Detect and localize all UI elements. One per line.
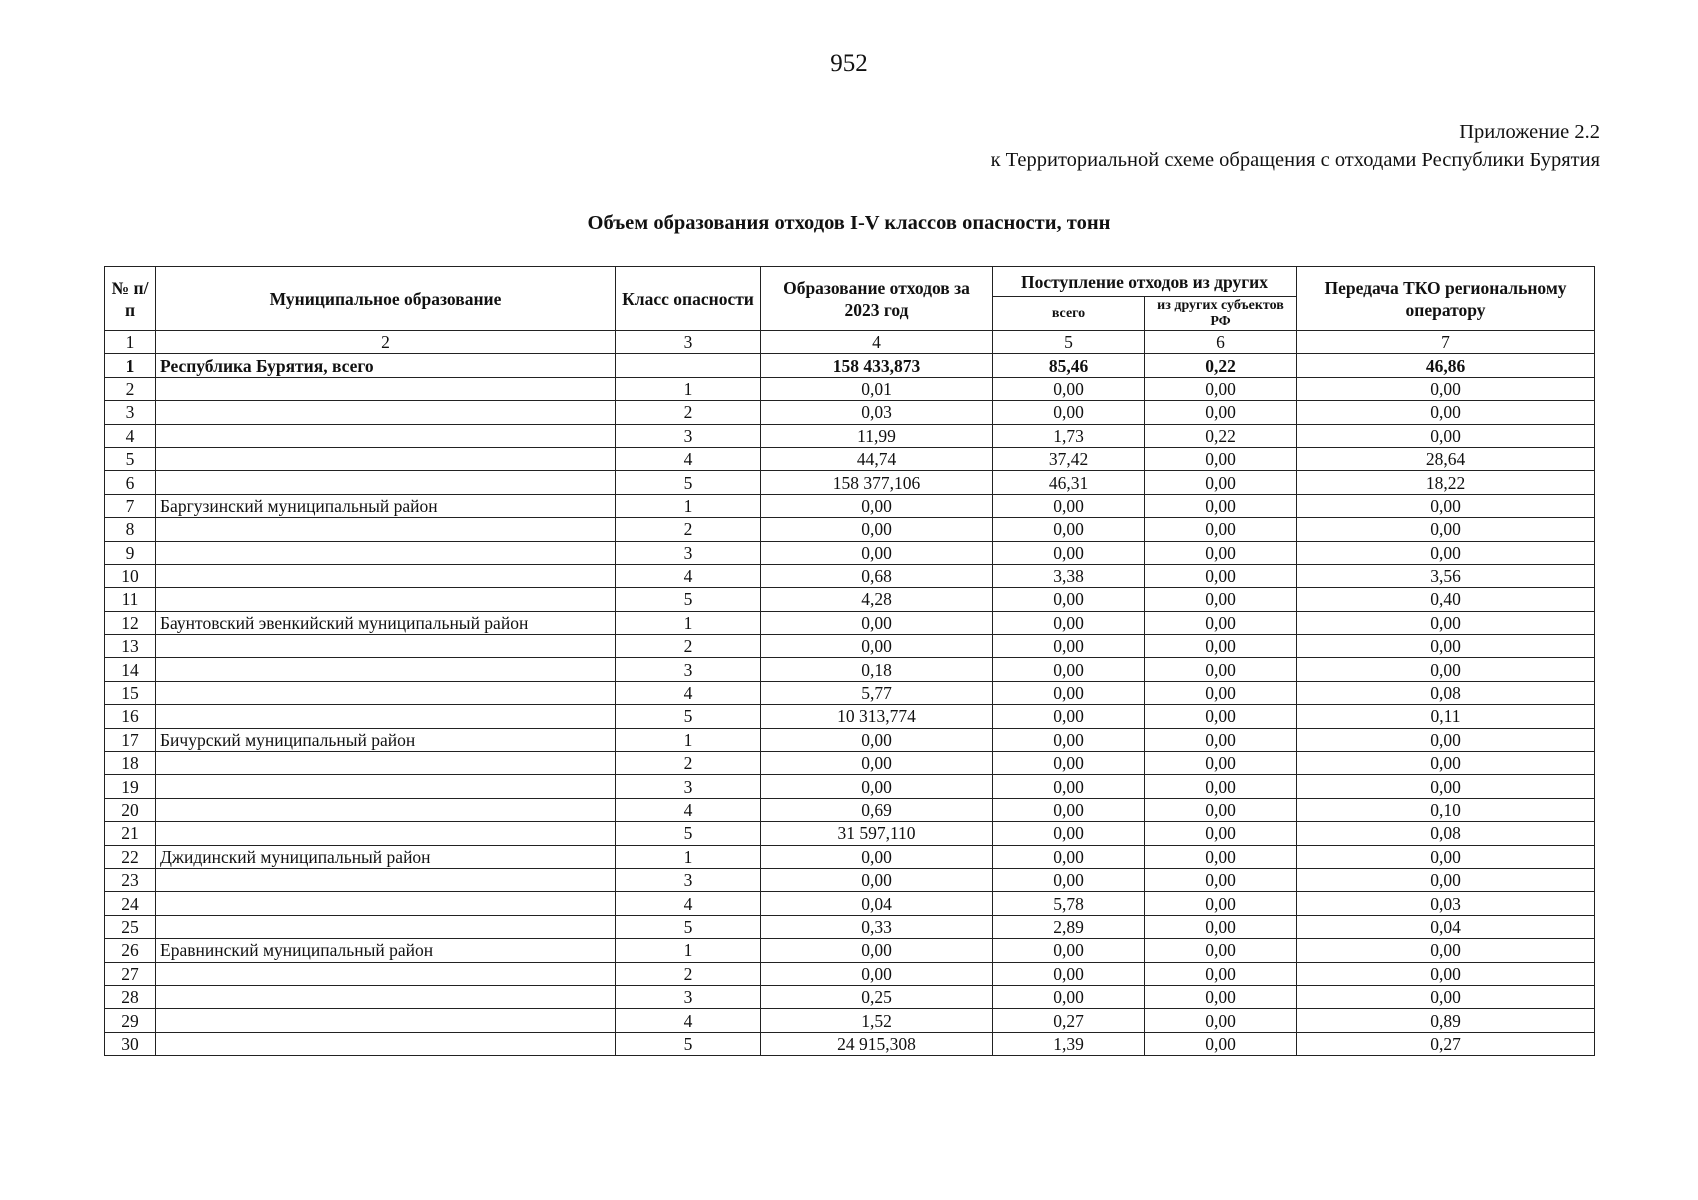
hazard-class-cell: 2 (616, 518, 761, 541)
intake-total-cell: 0,00 (993, 728, 1145, 751)
municipality-cell: Еравнинский муниципальный район (156, 939, 616, 962)
intake-total-cell: 0,27 (993, 1009, 1145, 1032)
waste-volume-table (104, 266, 1595, 1056)
intake-other-regions-cell: 0,00 (1145, 564, 1297, 587)
waste-formation-cell: 0,00 (761, 845, 993, 868)
intake-other-regions-cell: 0,00 (1145, 705, 1297, 728)
row-number-cell: 2 (105, 377, 156, 400)
hazard-class-cell: 4 (616, 447, 761, 470)
column-number: 6 (1145, 331, 1297, 354)
intake-total-cell: 0,00 (993, 985, 1145, 1008)
row-number-cell: 11 (105, 588, 156, 611)
hazard-class-cell: 3 (616, 985, 761, 1008)
intake-total-cell: 0,00 (993, 681, 1145, 704)
waste-formation-cell: 4,28 (761, 588, 993, 611)
transfer-cell: 0,00 (1297, 868, 1595, 891)
hazard-class-cell: 5 (616, 1032, 761, 1055)
row-number-cell: 29 (105, 1009, 156, 1032)
table-row (105, 822, 1595, 845)
intake-total-cell: 0,00 (993, 845, 1145, 868)
transfer-cell: 0,00 (1297, 541, 1595, 564)
intake-other-regions-cell: 0,00 (1145, 752, 1297, 775)
hazard-class-cell: 2 (616, 752, 761, 775)
waste-formation-cell: 158 377,106 (761, 471, 993, 494)
waste-formation-cell: 44,74 (761, 447, 993, 470)
waste-formation-cell: 0,25 (761, 985, 993, 1008)
transfer-cell: 0,08 (1297, 822, 1595, 845)
row-number-cell: 13 (105, 635, 156, 658)
transfer-cell: 0,00 (1297, 377, 1595, 400)
table-row (105, 845, 1595, 868)
municipality-cell (156, 798, 616, 821)
waste-formation-cell: 0,00 (761, 939, 993, 962)
intake-other-regions-cell: 0,00 (1145, 892, 1297, 915)
intake-total-cell: 0,00 (993, 939, 1145, 962)
transfer-cell: 0,00 (1297, 635, 1595, 658)
header-transfer-to-operator: Передача ТКО региональному оператору (1297, 267, 1595, 331)
header-waste-formation: Образование отходов за 2023 год (761, 267, 993, 331)
column-number: 4 (761, 331, 993, 354)
intake-total-cell: 0,00 (993, 868, 1145, 891)
table-row (105, 798, 1595, 821)
municipality-cell (156, 541, 616, 564)
table-row (105, 494, 1595, 517)
header-row (105, 267, 1595, 297)
transfer-cell: 0,89 (1297, 1009, 1595, 1032)
hazard-class-cell: 1 (616, 377, 761, 400)
municipality-cell (156, 752, 616, 775)
transfer-cell: 0,00 (1297, 962, 1595, 985)
waste-formation-cell: 0,00 (761, 518, 993, 541)
waste-formation-cell: 158 433,873 (761, 354, 993, 377)
intake-other-regions-cell: 0,00 (1145, 681, 1297, 704)
intake-other-regions-cell: 0,00 (1145, 658, 1297, 681)
intake-other-regions-cell: 0,00 (1145, 822, 1297, 845)
table-row (105, 635, 1595, 658)
transfer-cell: 0,40 (1297, 588, 1595, 611)
hazard-class-cell: 4 (616, 681, 761, 704)
municipality-cell (156, 377, 616, 400)
row-number-cell: 25 (105, 915, 156, 938)
transfer-cell: 0,04 (1297, 915, 1595, 938)
municipality-cell (156, 635, 616, 658)
transfer-cell: 0,00 (1297, 985, 1595, 1008)
intake-other-regions-cell: 0,00 (1145, 868, 1297, 891)
intake-total-cell: 1,73 (993, 424, 1145, 447)
transfer-cell: 0,00 (1297, 401, 1595, 424)
intake-other-regions-cell: 0,00 (1145, 471, 1297, 494)
intake-total-cell: 0,00 (993, 541, 1145, 564)
transfer-cell: 0,03 (1297, 892, 1595, 915)
intake-total-cell: 3,38 (993, 564, 1145, 587)
transfer-cell: 0,00 (1297, 611, 1595, 634)
hazard-class-cell: 2 (616, 962, 761, 985)
header-waste-intake: Поступление отходов из других (993, 267, 1297, 297)
waste-formation-cell: 0,03 (761, 401, 993, 424)
intake-total-cell: 0,00 (993, 611, 1145, 634)
intake-other-regions-cell: 0,00 (1145, 447, 1297, 470)
waste-formation-cell: 0,01 (761, 377, 993, 400)
transfer-cell: 0,11 (1297, 705, 1595, 728)
column-number: 1 (105, 331, 156, 354)
transfer-cell: 0,00 (1297, 424, 1595, 447)
header-hazard-class: Класс опасности (616, 267, 761, 331)
row-number-cell: 19 (105, 775, 156, 798)
intake-total-cell: 37,42 (993, 447, 1145, 470)
municipality-cell (156, 822, 616, 845)
transfer-cell: 0,00 (1297, 845, 1595, 868)
transfer-cell: 46,86 (1297, 354, 1595, 377)
row-number-cell: 20 (105, 798, 156, 821)
transfer-cell: 0,10 (1297, 798, 1595, 821)
waste-formation-cell: 0,33 (761, 915, 993, 938)
transfer-cell: 0,00 (1297, 658, 1595, 681)
table-row (105, 401, 1595, 424)
waste-formation-cell: 0,00 (761, 775, 993, 798)
row-number-cell: 22 (105, 845, 156, 868)
intake-other-regions-cell: 0,00 (1145, 1009, 1297, 1032)
hazard-class-cell: 2 (616, 635, 761, 658)
hazard-class-cell: 5 (616, 705, 761, 728)
table-row (105, 1009, 1595, 1032)
row-number-cell: 10 (105, 564, 156, 587)
column-number-row (105, 331, 1595, 354)
municipality-cell: Джидинский муниципальный район (156, 845, 616, 868)
intake-total-cell: 0,00 (993, 705, 1145, 728)
header-row-number: № п/п (105, 267, 156, 331)
waste-formation-cell: 0,69 (761, 798, 993, 821)
row-number-cell: 3 (105, 401, 156, 424)
hazard-class-cell: 4 (616, 564, 761, 587)
table-row (105, 354, 1595, 377)
hazard-class-cell: 4 (616, 892, 761, 915)
row-number-cell: 27 (105, 962, 156, 985)
intake-total-cell: 0,00 (993, 752, 1145, 775)
hazard-class-cell: 3 (616, 424, 761, 447)
intake-other-regions-cell: 0,22 (1145, 424, 1297, 447)
intake-total-cell: 0,00 (993, 377, 1145, 400)
row-number-cell: 16 (105, 705, 156, 728)
municipality-cell (156, 775, 616, 798)
intake-other-regions-cell: 0,00 (1145, 635, 1297, 658)
document-title: Объем образования отходов I-V классов опасности, тонн (587, 212, 1111, 234)
hazard-class-cell: 1 (616, 494, 761, 517)
waste-formation-cell: 11,99 (761, 424, 993, 447)
hazard-class-cell: 3 (616, 868, 761, 891)
row-number-cell: 5 (105, 447, 156, 470)
transfer-cell: 0,00 (1297, 775, 1595, 798)
transfer-cell: 0,00 (1297, 494, 1595, 517)
intake-total-cell: 0,00 (993, 401, 1145, 424)
table-row (105, 962, 1595, 985)
column-number: 3 (616, 331, 761, 354)
hazard-class-cell: 4 (616, 798, 761, 821)
hazard-class-cell: 3 (616, 658, 761, 681)
row-number-cell: 30 (105, 1032, 156, 1055)
intake-total-cell: 0,00 (993, 798, 1145, 821)
intake-total-cell: 2,89 (993, 915, 1145, 938)
municipality-cell: Бичурский муниципальный район (156, 728, 616, 751)
intake-other-regions-cell: 0,00 (1145, 845, 1297, 868)
municipality-cell (156, 401, 616, 424)
appendix-reference (991, 118, 1600, 174)
row-number-cell: 7 (105, 494, 156, 517)
intake-other-regions-cell: 0,00 (1145, 518, 1297, 541)
intake-other-regions-cell: 0,00 (1145, 377, 1297, 400)
table-row (105, 752, 1595, 775)
row-number-cell: 4 (105, 424, 156, 447)
waste-formation-cell: 1,52 (761, 1009, 993, 1032)
intake-total-cell: 0,00 (993, 518, 1145, 541)
intake-other-regions-cell: 0,00 (1145, 1032, 1297, 1055)
table-row (105, 915, 1595, 938)
municipality-cell (156, 985, 616, 1008)
table-row (105, 471, 1595, 494)
waste-formation-cell: 0,00 (761, 635, 993, 658)
municipality-cell (156, 424, 616, 447)
municipality-cell: Баргузинский муниципальный район (156, 494, 616, 517)
intake-other-regions-cell: 0,00 (1145, 494, 1297, 517)
intake-total-cell: 0,00 (993, 635, 1145, 658)
transfer-cell: 0,00 (1297, 939, 1595, 962)
intake-total-cell: 85,46 (993, 354, 1145, 377)
municipality-cell (156, 868, 616, 891)
municipality-cell (156, 705, 616, 728)
intake-total-cell: 1,39 (993, 1032, 1145, 1055)
intake-total-cell: 5,78 (993, 892, 1145, 915)
intake-other-regions-cell: 0,22 (1145, 354, 1297, 377)
column-number: 5 (993, 331, 1145, 354)
row-number-cell: 18 (105, 752, 156, 775)
waste-formation-cell: 10 313,774 (761, 705, 993, 728)
waste-formation-cell: 24 915,308 (761, 1032, 993, 1055)
intake-total-cell: 0,00 (993, 775, 1145, 798)
hazard-class-cell (616, 354, 761, 377)
row-number-cell: 21 (105, 822, 156, 845)
intake-other-regions-cell: 0,00 (1145, 939, 1297, 962)
municipality-cell (156, 447, 616, 470)
table-header (105, 267, 1595, 354)
municipality-cell (156, 1032, 616, 1055)
row-number-cell: 12 (105, 611, 156, 634)
intake-other-regions-cell: 0,00 (1145, 588, 1297, 611)
table-row (105, 728, 1595, 751)
table-row (105, 447, 1595, 470)
table-row (105, 564, 1595, 587)
transfer-cell: 0,27 (1297, 1032, 1595, 1055)
table-row (105, 518, 1595, 541)
transfer-cell: 3,56 (1297, 564, 1595, 587)
municipality-cell: Баунтовский эвенкийский муниципальный район (156, 611, 616, 634)
municipality-cell (156, 892, 616, 915)
table-row (105, 658, 1595, 681)
row-number-cell: 9 (105, 541, 156, 564)
hazard-class-cell: 1 (616, 611, 761, 634)
transfer-cell: 18,22 (1297, 471, 1595, 494)
row-number-cell: 28 (105, 985, 156, 1008)
table-row (105, 985, 1595, 1008)
waste-formation-cell: 0,00 (761, 868, 993, 891)
intake-other-regions-cell: 0,00 (1145, 541, 1297, 564)
intake-other-regions-cell: 0,00 (1145, 611, 1297, 634)
transfer-cell: 0,00 (1297, 752, 1595, 775)
row-number-cell: 24 (105, 892, 156, 915)
table-row (105, 939, 1595, 962)
column-number: 2 (156, 331, 616, 354)
transfer-cell: 28,64 (1297, 447, 1595, 470)
row-number-cell: 26 (105, 939, 156, 962)
intake-other-regions-cell: 0,00 (1145, 775, 1297, 798)
hazard-class-cell: 1 (616, 728, 761, 751)
hazard-class-cell: 3 (616, 541, 761, 564)
intake-other-regions-cell: 0,00 (1145, 728, 1297, 751)
intake-total-cell: 0,00 (993, 658, 1145, 681)
municipality-cell (156, 962, 616, 985)
table-row (105, 541, 1595, 564)
table-body (105, 354, 1595, 1056)
row-number-cell: 23 (105, 868, 156, 891)
table-row (105, 775, 1595, 798)
hazard-class-cell: 1 (616, 845, 761, 868)
hazard-class-cell: 5 (616, 471, 761, 494)
intake-total-cell: 0,00 (993, 494, 1145, 517)
table-row (105, 705, 1595, 728)
transfer-cell: 0,08 (1297, 681, 1595, 704)
intake-total-cell: 0,00 (993, 822, 1145, 845)
hazard-class-cell: 5 (616, 588, 761, 611)
municipality-cell (156, 658, 616, 681)
table-row (105, 1032, 1595, 1055)
waste-formation-cell: 0,04 (761, 892, 993, 915)
transfer-cell: 0,00 (1297, 728, 1595, 751)
intake-other-regions-cell: 0,00 (1145, 985, 1297, 1008)
intake-other-regions-cell: 0,00 (1145, 962, 1297, 985)
appendix-label: Приложение 2.2 (1459, 121, 1600, 143)
row-number-cell: 1 (105, 354, 156, 377)
waste-formation-cell: 0,00 (761, 494, 993, 517)
header-intake-other-regions: из других субъектов РФ (1145, 297, 1297, 331)
intake-total-cell: 46,31 (993, 471, 1145, 494)
appendix-scheme-reference: к Территориальной схеме обращения с отходами Республики Бурятия (990, 149, 1600, 171)
page-number: 952 (830, 50, 868, 77)
hazard-class-cell: 2 (616, 401, 761, 424)
hazard-class-cell: 4 (616, 1009, 761, 1032)
header-intake-total: всего (993, 297, 1145, 331)
intake-total-cell: 0,00 (993, 962, 1145, 985)
municipality-cell (156, 564, 616, 587)
row-number-cell: 15 (105, 681, 156, 704)
row-number-cell: 17 (105, 728, 156, 751)
municipality-cell (156, 1009, 616, 1032)
table-row (105, 611, 1595, 634)
waste-formation-cell: 5,77 (761, 681, 993, 704)
intake-other-regions-cell: 0,00 (1145, 798, 1297, 821)
table-row (105, 892, 1595, 915)
waste-formation-cell: 0,00 (761, 752, 993, 775)
row-number-cell: 8 (105, 518, 156, 541)
table-row (105, 868, 1595, 891)
municipality-cell (156, 471, 616, 494)
row-number-cell: 6 (105, 471, 156, 494)
intake-other-regions-cell: 0,00 (1145, 401, 1297, 424)
hazard-class-cell: 1 (616, 939, 761, 962)
hazard-class-cell: 3 (616, 775, 761, 798)
intake-other-regions-cell: 0,00 (1145, 915, 1297, 938)
column-number: 7 (1297, 331, 1595, 354)
waste-formation-cell: 0,00 (761, 611, 993, 634)
municipality-cell (156, 518, 616, 541)
waste-formation-cell: 0,68 (761, 564, 993, 587)
municipality-cell (156, 915, 616, 938)
hazard-class-cell: 5 (616, 915, 761, 938)
hazard-class-cell: 5 (616, 822, 761, 845)
table-row (105, 377, 1595, 400)
municipality-cell (156, 681, 616, 704)
table-row (105, 424, 1595, 447)
waste-formation-cell: 0,00 (761, 728, 993, 751)
municipality-cell (156, 588, 616, 611)
waste-formation-cell: 0,18 (761, 658, 993, 681)
municipality-cell: Республика Бурятия, всего (156, 354, 616, 377)
intake-total-cell: 0,00 (993, 588, 1145, 611)
transfer-cell: 0,00 (1297, 518, 1595, 541)
table-row (105, 588, 1595, 611)
waste-formation-cell: 0,00 (761, 541, 993, 564)
header-municipality: Муниципальное образование (156, 267, 616, 331)
waste-formation-cell: 31 597,110 (761, 822, 993, 845)
table-row (105, 681, 1595, 704)
row-number-cell: 14 (105, 658, 156, 681)
waste-formation-cell: 0,00 (761, 962, 993, 985)
